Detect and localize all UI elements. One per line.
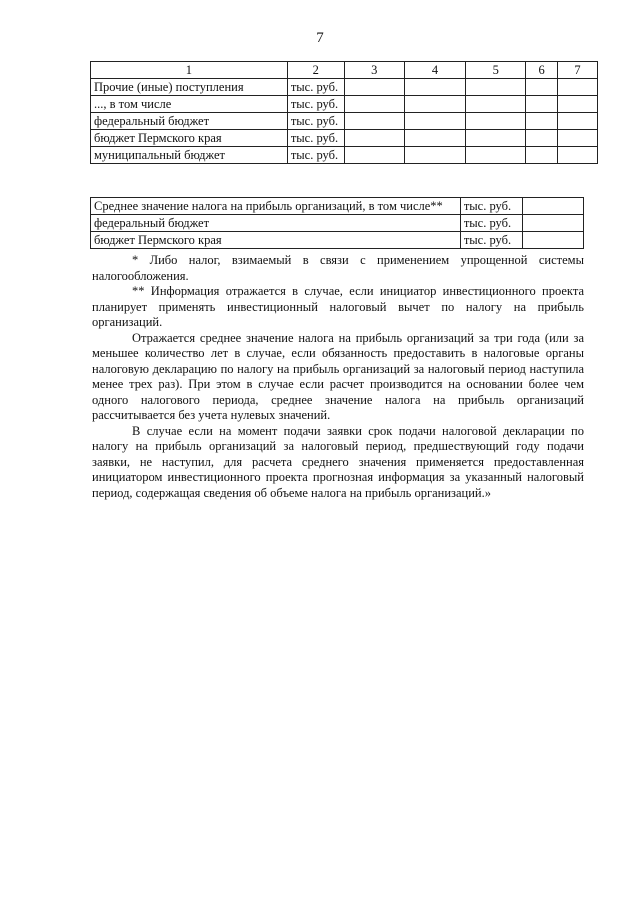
row-unit: тыс. руб. (287, 113, 344, 130)
row-label: Среднее значение налога на прибыль организаций, в том числе** (91, 198, 461, 215)
table-row (91, 79, 598, 96)
row-label: федеральный бюджет (91, 113, 288, 130)
header-cell: 1 (91, 62, 288, 79)
table-row (91, 232, 584, 249)
row-unit: тыс. руб. (287, 130, 344, 147)
empty-cell (404, 147, 466, 164)
table-profit-tax (90, 197, 584, 249)
table-row (91, 147, 598, 164)
empty-cell (404, 113, 466, 130)
empty-cell (526, 113, 558, 130)
empty-cell (526, 130, 558, 147)
header-cell: 2 (287, 62, 344, 79)
table-row (91, 130, 598, 147)
empty-cell (404, 130, 466, 147)
empty-cell (404, 79, 466, 96)
row-unit: тыс. руб. (287, 79, 344, 96)
empty-cell (558, 79, 598, 96)
table-revenues (90, 61, 598, 164)
empty-cell (558, 130, 598, 147)
row-unit: тыс. руб. (460, 198, 522, 215)
header-cell: 3 (344, 62, 404, 79)
footnote-investment-deduction: ** Информация отражается в случае, если инициатор инвестиционного проекта планирует применять инвестиционный налоговый вычет по налогу на прибыль организаций. (92, 284, 584, 329)
empty-cell (344, 147, 404, 164)
row-unit: тыс. руб. (287, 147, 344, 164)
empty-cell (466, 79, 526, 96)
table-header-row (91, 62, 598, 79)
empty-cell (522, 232, 583, 249)
empty-cell (558, 147, 598, 164)
row-label: муниципальный бюджет (91, 147, 288, 164)
empty-cell (526, 96, 558, 113)
row-label: Прочие (иные) поступления (91, 79, 288, 96)
row-unit: тыс. руб. (460, 215, 522, 232)
note-forecast-information: В случае если на момент подачи заявки срок подачи налоговой декларации по налогу на прибыль организаций за налоговый период, предшествующий году подачи заявки, не наступил, для расчета среднего значения применяется предоставленная инициатором инвестиционного проекта прогнозная информация за указанный налоговый период, содержащая сведения об объеме налога на прибыль организаций.» (92, 423, 584, 500)
row-label: федеральный бюджет (91, 215, 461, 232)
table-row (91, 113, 598, 130)
empty-cell (344, 96, 404, 113)
footnote-simplified-tax: * Либо налог, взимаемый в связи с применением упрощенной системы налогообложения. (92, 253, 584, 283)
table-row (91, 96, 598, 113)
row-unit: тыс. руб. (287, 96, 344, 113)
empty-cell (522, 215, 583, 232)
empty-cell (404, 96, 466, 113)
table-row (91, 198, 584, 215)
empty-cell (558, 113, 598, 130)
row-label: бюджет Пермского края (91, 232, 461, 249)
page-number: 7 (316, 30, 324, 46)
row-label: ..., в том числе (91, 96, 288, 113)
empty-cell (344, 113, 404, 130)
header-cell: 7 (558, 62, 598, 79)
empty-cell (344, 79, 404, 96)
empty-cell (558, 96, 598, 113)
header-cell: 6 (526, 62, 558, 79)
note-average-calculation: Отражается среднее значение налога на прибыль организаций за три года (или за меньшее количество лет в случае, если обязанность предоставить в налоговые органы налоговую декларацию по налогу на прибыль организаций за налоговый период наступила менее трех раз). При этом в случае если расчет производится на основании более чем одного налогового периода, среднее значение налога на прибыль организаций рассчитывается без учета нулевых значений. (92, 330, 584, 422)
row-label: бюджет Пермского края (91, 130, 288, 147)
row-unit: тыс. руб. (460, 232, 522, 249)
table-row (91, 215, 584, 232)
empty-cell (466, 113, 526, 130)
empty-cell (466, 130, 526, 147)
header-cell: 4 (404, 62, 466, 79)
header-cell: 5 (466, 62, 526, 79)
empty-cell (466, 96, 526, 113)
empty-cell (526, 147, 558, 164)
empty-cell (522, 198, 583, 215)
empty-cell (466, 147, 526, 164)
empty-cell (344, 130, 404, 147)
empty-cell (526, 79, 558, 96)
footnotes (92, 253, 584, 501)
